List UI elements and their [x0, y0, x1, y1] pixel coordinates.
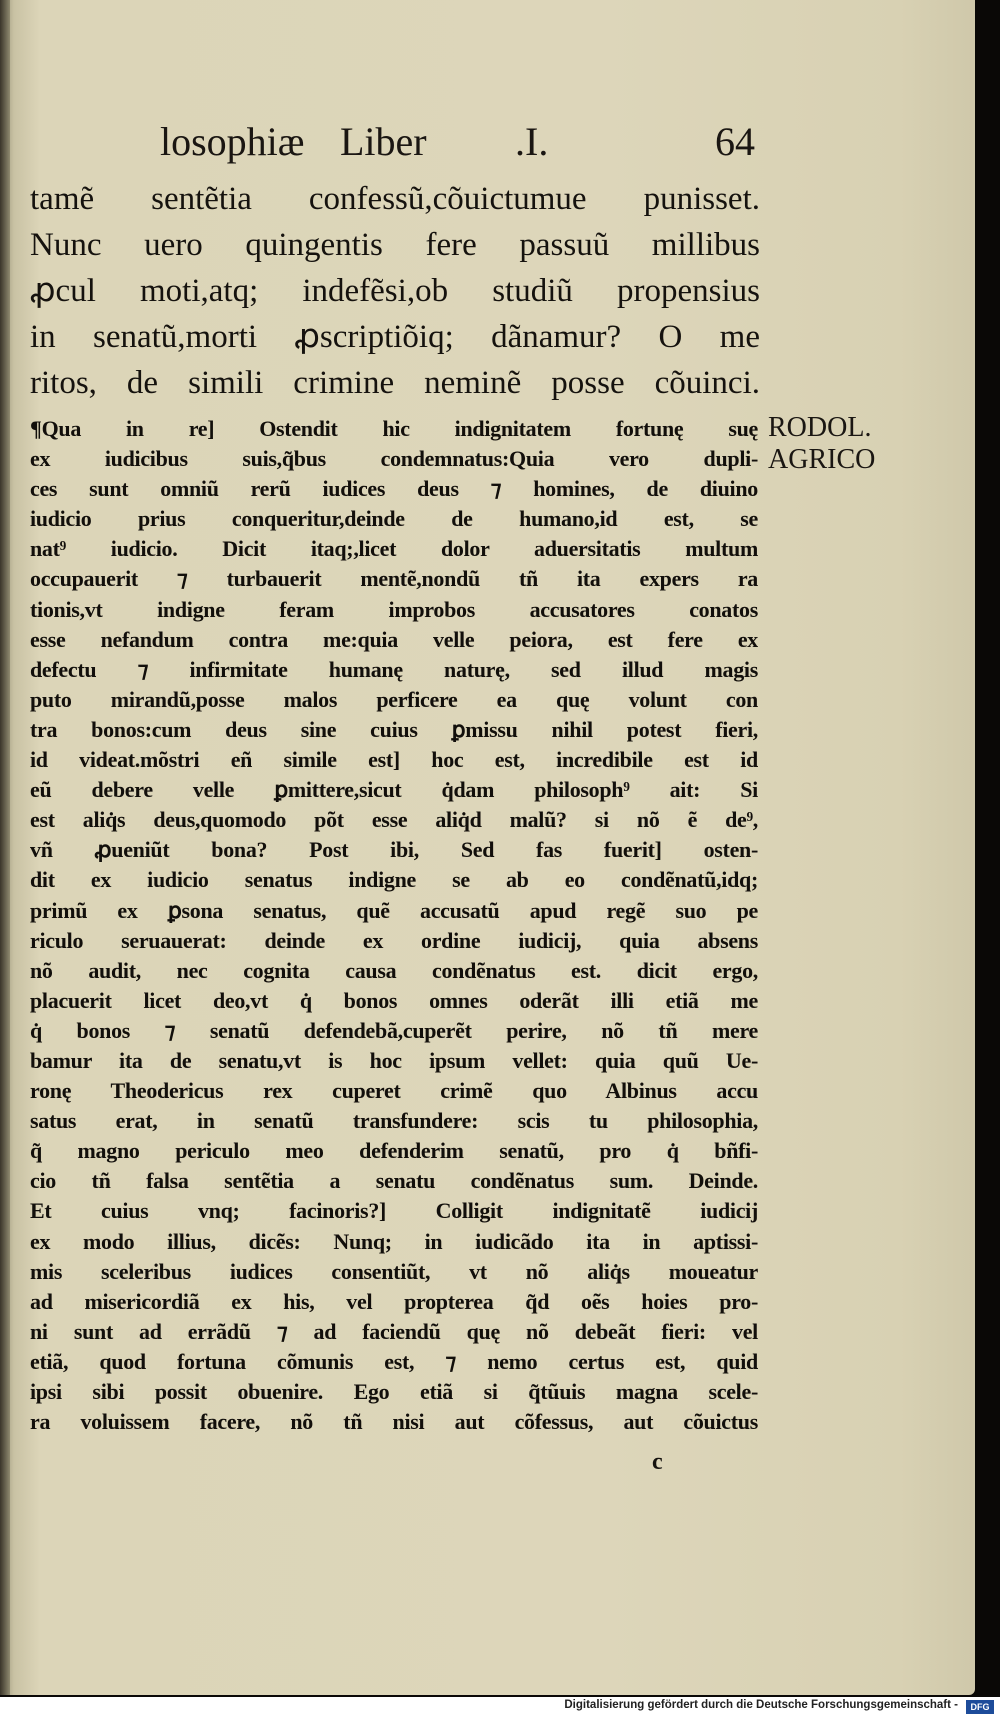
commentary-line: dit ex iudicio senatus indigne se ab eo condẽnatũ,idq; — [30, 867, 758, 893]
commentary-line: q̃ magno periculo meo defenderim senatũ, pro q̇ bñfi- — [30, 1138, 758, 1164]
commentary-line: placuerit licet deo,vt q̇ bonos omnes oderãt illi etiã me — [30, 987, 758, 1013]
commentary-line: q̇ bonos ⁊ senatũ defendebã,cuperẽt perire, nõ tñ mere — [30, 1017, 758, 1043]
commentary-line: id videat.mõstri eñ simile est] hoc est, incredibile est id — [30, 747, 758, 773]
footer-credit: Digitalisierung gefördert durch die Deutsche Forschungsgemeinschaft - — [564, 1699, 958, 1711]
signature-mark: c — [652, 1449, 663, 1475]
main-text-line: tamẽ sentẽtia confessũ,cõuictumue punisset. — [30, 181, 760, 217]
commentary-line: ¶Qua in re] Ostendit hic indignitatem fortunę suę — [30, 416, 758, 441]
commentary-line: ronę Theodericus rex cuperet crimẽ quo Albinus accu — [30, 1078, 758, 1104]
marginal-note-line: AGRICO — [768, 444, 876, 475]
commentary-line: esse nefandum contra me:quia velle peiora, est fere ex — [30, 626, 758, 652]
commentary-line: satus erat, in senatũ transfundere: scis tu philosophia, — [30, 1108, 758, 1134]
commentary-line: ad misericordiã ex his, vel propterea q̃d oẽs hoies pro- — [30, 1288, 758, 1314]
commentary-line: ipsi sibi possit obuenire. Ego etiã si q̃tũuis magna scele- — [30, 1379, 758, 1404]
folio-number: 64 — [715, 119, 755, 164]
main-text-line: Nunc uero quingentis fere passuũ millibus — [30, 227, 760, 263]
commentary-line: nõ audit, nec cognita causa condẽnatus est. dicit ergo, — [30, 957, 758, 983]
commentary-line: defectu ⁊ infirmitate humanę naturę, sed illud magis — [30, 656, 758, 682]
commentary-line: cio tñ falsa sentẽtia a senatu condẽnatus sum. Deinde. — [30, 1168, 758, 1194]
commentary-line: ra voluissem facere, nõ tñ nisi aut cõfessus, aut cõuictus — [30, 1409, 758, 1435]
commentary-line: etiã, quod fortuna cõmunis est, ⁊ nemo certus est, quid — [30, 1348, 758, 1374]
commentary-line: tionis,vt indigne feram improbos accusatores conatos — [30, 596, 758, 622]
commentary-line: ni sunt ad errãdũ ⁊ ad faciendũ quę nõ debeãt fieri: vel — [30, 1318, 758, 1344]
commentary-line: puto mirandũ,posse malos perficere ea quę volunt con — [30, 686, 758, 712]
marginal-note-line: RODOL. — [768, 412, 872, 443]
running-header — [160, 118, 760, 168]
commentary-line: primũ ex ꝑsona senatus, quẽ accusatũ apud regẽ suo pe — [30, 897, 758, 923]
marginal-note — [768, 412, 875, 476]
main-text-line: in senatũ,morti ꝓscriptiõiq; dãnamur? O me — [30, 319, 760, 355]
commentary-line: ex modo illius, dicẽs: Nunq; in iudicãdo ita in aptissi- — [30, 1228, 758, 1254]
commentary-line: occupauerit ⁊ turbauerit mentẽ,nondũ tñ ita expers ra — [30, 566, 758, 592]
digitization-footer — [0, 1697, 1000, 1717]
liber-label: Liber — [340, 119, 427, 164]
main-text-line: ritos, de simili crimine neminẽ posse cõuinci. — [30, 365, 760, 401]
book-number: .I. — [515, 119, 549, 164]
commentary-line: Et cuius vnq; facinoris?] Colligit indignitatẽ iudicij — [30, 1198, 758, 1224]
main-text-block — [30, 176, 760, 406]
page-gutter-shadow — [0, 0, 10, 1695]
running-title: losophiæ — [160, 119, 305, 164]
commentary-line: vñ ꝓueniũt bona? Post ibi, Sed fas fuerit] osten- — [30, 837, 758, 863]
commentary-line: nat⁹ iudicio. Dicit itaq;,licet dolor aduersitatis multum — [30, 536, 758, 562]
commentary-block — [30, 414, 758, 1437]
dfg-logo: DFG — [966, 1700, 994, 1714]
commentary-line: tra bonos:cum deus sine cuius ꝑmissu nihil potest fieri, — [30, 716, 758, 742]
commentary-line: ces sunt omniũ rerũ iudices deus ⁊ homines, de diuino — [30, 476, 758, 502]
commentary-line: bamur ita de senatu,vt is hoc ipsum vellet: quia quũ Ue- — [30, 1047, 758, 1073]
commentary-line: est aliq̇s deus,quomodo põt esse aliq̇d malũ? si nõ ẽ de⁹, — [30, 807, 758, 833]
main-text-line: ꝓcul moti,atq; indefẽsi,ob studiũ propensius — [30, 273, 760, 309]
commentary-line: ex iudicibus suis,q̃bus condemnatus:Quia vero dupli- — [30, 446, 758, 472]
commentary-line: riculo seruauerat: deinde ex ordine iudicij, quia absens — [30, 927, 758, 953]
commentary-line: mis sceleribus iudices consentiũt, vt nõ aliq̇s moueatur — [30, 1258, 758, 1284]
commentary-line: iudicio prius conqueritur,deinde de humano,id est, se — [30, 506, 758, 532]
commentary-line: eũ debere velle ꝑmittere,sicut q̇dam philosoph⁹ ait: Si — [30, 777, 758, 803]
